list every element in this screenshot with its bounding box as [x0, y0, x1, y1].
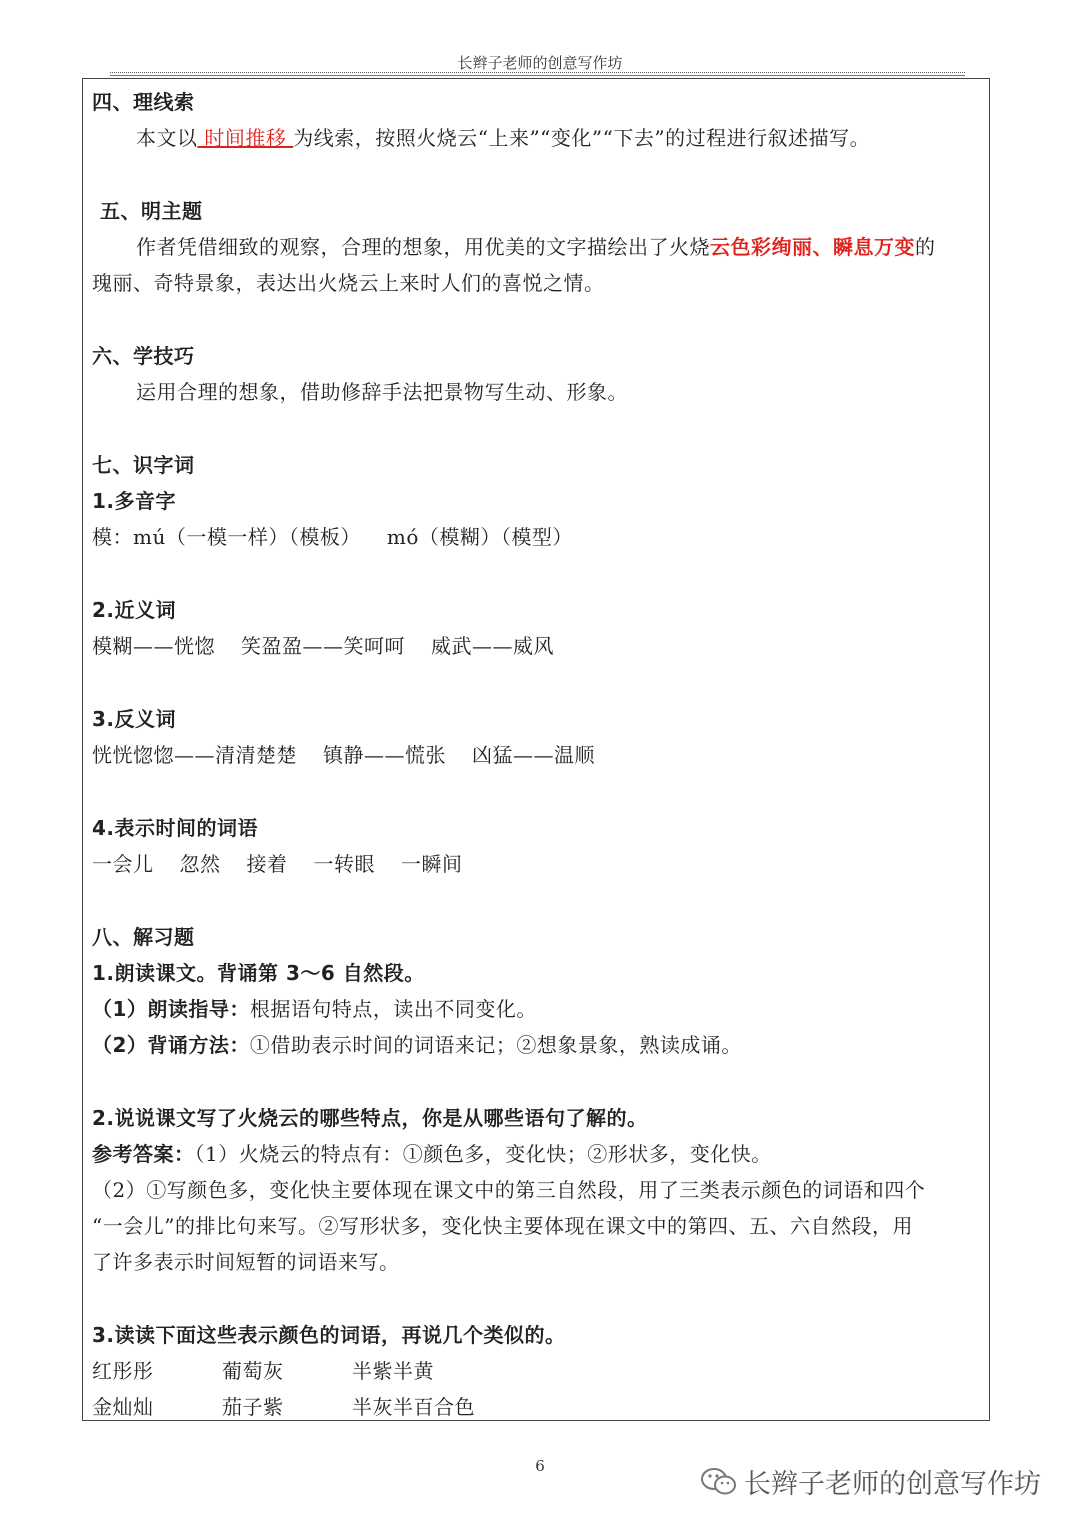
polyphone-line — [92, 525, 573, 549]
subheading-time-words: 4.表示时间的词语 — [92, 816, 259, 840]
section-heading-skills: 六、学技巧 — [92, 344, 195, 368]
exercise-1-recitation-method — [92, 1033, 742, 1057]
subheading-antonyms: 3.反义词 — [92, 707, 177, 731]
header-divider-solid — [110, 75, 965, 76]
section-heading-clues: 四、理线索 — [92, 90, 195, 114]
time-word: 接着 — [246, 852, 288, 876]
theme-highlight: 云色彩绚丽、瞬息万变 — [710, 235, 915, 259]
exercise-2-question: 2.说说课文写了火烧云的哪些特点，你是从哪些语句了解的。 — [92, 1106, 648, 1130]
exercise-2-answer-line1 — [92, 1142, 772, 1166]
page-header-title: 长辫子老师的创意写作坊 — [457, 54, 623, 72]
exercise-1-reading-guide — [92, 997, 537, 1021]
clues-text-start: 本文以 — [136, 126, 198, 150]
time-words-line — [92, 852, 463, 876]
subheading-synonyms: 2.近义词 — [92, 598, 177, 622]
theme-text-end: 的 — [915, 235, 936, 259]
watermark-text: 长辫子老师的创意写作坊 — [744, 1469, 1041, 1500]
recitation-text: ①借助表示时间的词语来记；②想象景象，熟读成诵。 — [249, 1033, 742, 1057]
color-words-row-2 — [92, 1395, 692, 1419]
color-word: 半紫半黄 — [352, 1359, 434, 1383]
color-word: 金灿灿 — [92, 1395, 154, 1419]
theme-text-start: 作者凭借细致的观察，合理的想象，用优美的文字描绘出了火烧 — [136, 235, 710, 259]
color-word: 茄子紫 — [222, 1395, 284, 1419]
color-word: 红彤彤 — [92, 1359, 154, 1383]
recitation-label: （2）背诵方法： — [92, 1033, 250, 1057]
skills-paragraph: 运用合理的想象，借助修辞手法把景物写生动、形象。 — [136, 380, 628, 404]
reading-guide-label: （1）朗读指导： — [92, 997, 250, 1021]
antonym-pair: 凶猛——温顺 — [472, 743, 595, 767]
color-words-row-1 — [92, 1359, 692, 1383]
time-word: 忽然 — [179, 852, 221, 876]
section-heading-vocabulary: 七、识字词 — [92, 453, 195, 477]
clues-highlight: 时间推移 — [197, 126, 294, 150]
antonym-pair: 恍恍惚惚——清清楚楚 — [92, 743, 297, 767]
synonym-pair: 威武——威风 — [431, 634, 554, 658]
exercise-2-answer-line4: 了许多表示时间短暂的词语来写。 — [92, 1250, 400, 1274]
exercise-2-answer-line2: （2）①写颜色多，变化快主要体现在课文中的第三自然段，用了三类表示颜色的词语和四个 — [92, 1178, 926, 1202]
synonyms-line — [92, 634, 554, 658]
synonym-pair: 笑盈盈——笑呵呵 — [241, 634, 405, 658]
antonym-pair: 镇静——慌张 — [323, 743, 446, 767]
theme-paragraph-line2: 瑰丽、奇特景象，表达出火烧云上来时人们的喜悦之情。 — [92, 271, 605, 295]
color-word: 半灰半百合色 — [352, 1395, 475, 1419]
exercise-1-question: 1.朗读课文。背诵第 3～6 自然段。 — [92, 961, 425, 985]
wechat-icon — [700, 1466, 738, 1505]
clues-text-end: 为线索，按照火烧云“上来”“变化”“下去”的过程进行叙述描写。 — [293, 126, 871, 150]
time-word: 一瞬间 — [401, 852, 463, 876]
watermark — [700, 1462, 1041, 1505]
antonyms-line — [92, 743, 595, 767]
section-heading-exercises: 八、解习题 — [92, 925, 195, 949]
time-word: 一会儿 — [92, 852, 154, 876]
section-heading-theme: 五、明主题 — [100, 199, 203, 223]
header-divider — [110, 72, 965, 73]
time-word: 一转眼 — [313, 852, 375, 876]
exercise-3-question: 3.读读下面这些表示颜色的词语，再说几个类似的。 — [92, 1323, 566, 1347]
polyphone-mu: 模：mú（一模一样）（模板） — [92, 525, 361, 549]
exercise-2-answer-line3: “一会儿”的排比句来写。②写形状多，变化快主要体现在课文中的第四、五、六自然段，用 — [92, 1214, 913, 1238]
clues-paragraph — [136, 126, 870, 150]
theme-paragraph-line1 — [136, 235, 936, 259]
reading-guide-text: 根据语句特点，读出不同变化。 — [249, 997, 537, 1021]
subheading-polyphones: 1.多音字 — [92, 489, 177, 513]
color-word: 葡萄灰 — [222, 1359, 284, 1383]
polyphone-mo: mó（模糊）（模型） — [386, 525, 573, 549]
answer-label: 参考答案： — [92, 1142, 195, 1166]
page-number: 6 — [535, 1457, 545, 1475]
synonym-pair: 模糊——恍惚 — [92, 634, 215, 658]
answer-text: （1）火烧云的特点有：①颜色多，变化快；②形状多，变化快。 — [194, 1142, 772, 1166]
